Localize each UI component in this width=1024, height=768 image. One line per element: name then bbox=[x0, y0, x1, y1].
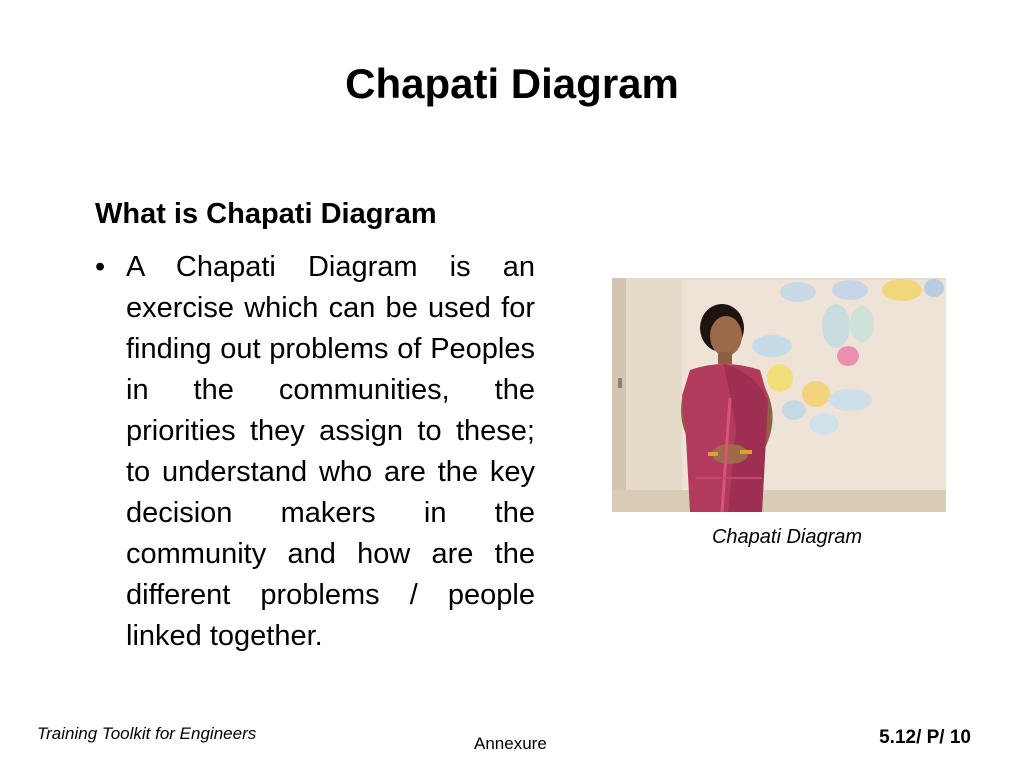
section-heading: What is Chapati Diagram bbox=[95, 198, 437, 230]
photo-caption: Chapati Diagram bbox=[711, 526, 863, 548]
bullet-marker: • bbox=[95, 251, 106, 283]
chapati-diagram-photo bbox=[612, 278, 946, 512]
footer-toolkit-title: Training Toolkit for Engineers bbox=[37, 724, 257, 743]
bullet-list bbox=[95, 247, 535, 657]
photo-illustration bbox=[612, 278, 946, 512]
slide-title: Chapati Diagram bbox=[345, 60, 679, 107]
bullet-text: A Chapati Diagram is an exercise which can be used for finding out problems of Peoples in the communities, the priorities they assign to these; to understand who are the key decision makers in the community and how are the different problems / people linked together. bbox=[126, 251, 535, 652]
footer-page-number: 5.12/ P/ 10 bbox=[879, 727, 971, 748]
footer-section: Annexure bbox=[474, 734, 547, 753]
